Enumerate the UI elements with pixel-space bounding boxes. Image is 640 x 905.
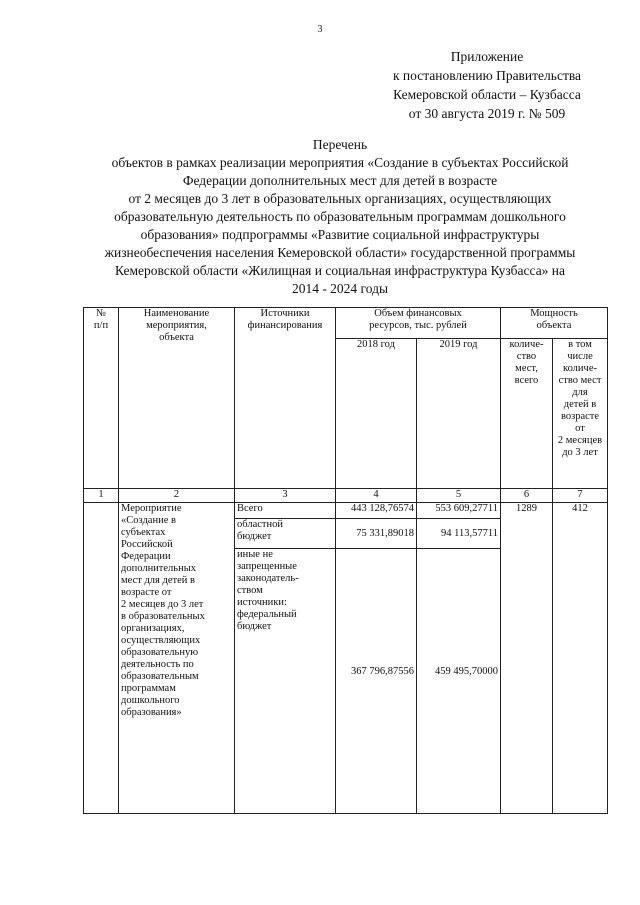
appendix-block [372,47,602,123]
header-places-total: количе- ство мест, всего [501,339,553,489]
column-number: 7 [553,489,608,503]
heading-line: Кемеровской области «Жилищная и социальная инфраструктура Кузбасса» на [114,263,566,278]
heading-line: Федерации дополнительных мест для детей в возрасте [182,173,498,188]
heading-line: образовательную деятельность по образовательным программам дошкольного [114,209,566,224]
column-number: 4 [336,489,417,503]
header-name: Наименование мероприятия, объекта [119,308,235,489]
value-2019-total: 553 609,27711 [417,503,501,519]
appendix-line: от 30 августа 2019 г. № 509 [408,106,566,121]
value-2018-regional: 75 331,89018 [336,519,417,549]
places-total-value: 1289 [501,503,553,814]
appendix-line: Кемеровской области – Кузбасса [393,87,581,102]
page-number: 3 [317,24,323,35]
places-young-value: 412 [553,503,608,814]
header-2019: 2019 год [417,339,501,489]
source-total: Всего [235,503,336,519]
header-sources: Источники финансирования [235,308,336,489]
heading-line: от 2 месяцев до 3 лет в образовательных организациях, осуществляющих [128,191,552,206]
row-number [84,503,119,814]
header-places-young: в том числе количе- ство мест для детей в возрасте от 2 месяцев до 3 лет [553,339,608,489]
column-number: 2 [119,489,235,503]
header-volume: Объем финансовых ресурсов, тыс. рублей [336,308,501,339]
appendix-line: к постановлению Правительства [392,68,582,83]
heading-line: 2014 - 2024 годы [291,281,389,296]
table-row [84,503,608,519]
source-regional: областной бюджет [235,519,336,549]
header-num: № п/п [84,308,119,489]
column-number: 5 [417,489,501,503]
heading-line: жизнеобеспечения населения Кемеровской области» государственной программы [104,245,576,260]
heading-line: объектов в рамках реализации мероприятия «Создание в субъектах Российской [111,155,569,170]
heading-title: Перечень [312,137,368,152]
document-heading [40,136,640,298]
column-number: 6 [501,489,553,503]
event-name: Мероприятие «Создание в субъектах Российской Федерации дополнительных мест для детей в возрасте от 2 месяцев до 3 лет в образовательных организациях, осуществляющих образовательную деятельность по образовательным программам дошкольного образования» [119,503,235,814]
column-number: 1 [84,489,119,503]
appendix-line: Приложение [450,49,524,64]
value-2019-regional: 94 113,57711 [417,519,501,549]
header-row [84,308,608,339]
column-number: 3 [235,489,336,503]
column-numbers-row [84,489,608,503]
source-other: иные не запрещенные законодатель- ством источники: федеральный бюджет [235,549,336,814]
header-2018: 2018 год [336,339,417,489]
value-2018-total: 443 128,76574 [336,503,417,519]
value-2019-federal: 459 495,70000 [417,549,501,814]
value-2018-federal: 367 796,87556 [336,549,417,814]
heading-line: образования» подпрограммы «Развитие социальной инфраструктуры [140,227,540,242]
header-capacity: Мощность объекта [501,308,608,339]
objects-table [83,307,608,814]
